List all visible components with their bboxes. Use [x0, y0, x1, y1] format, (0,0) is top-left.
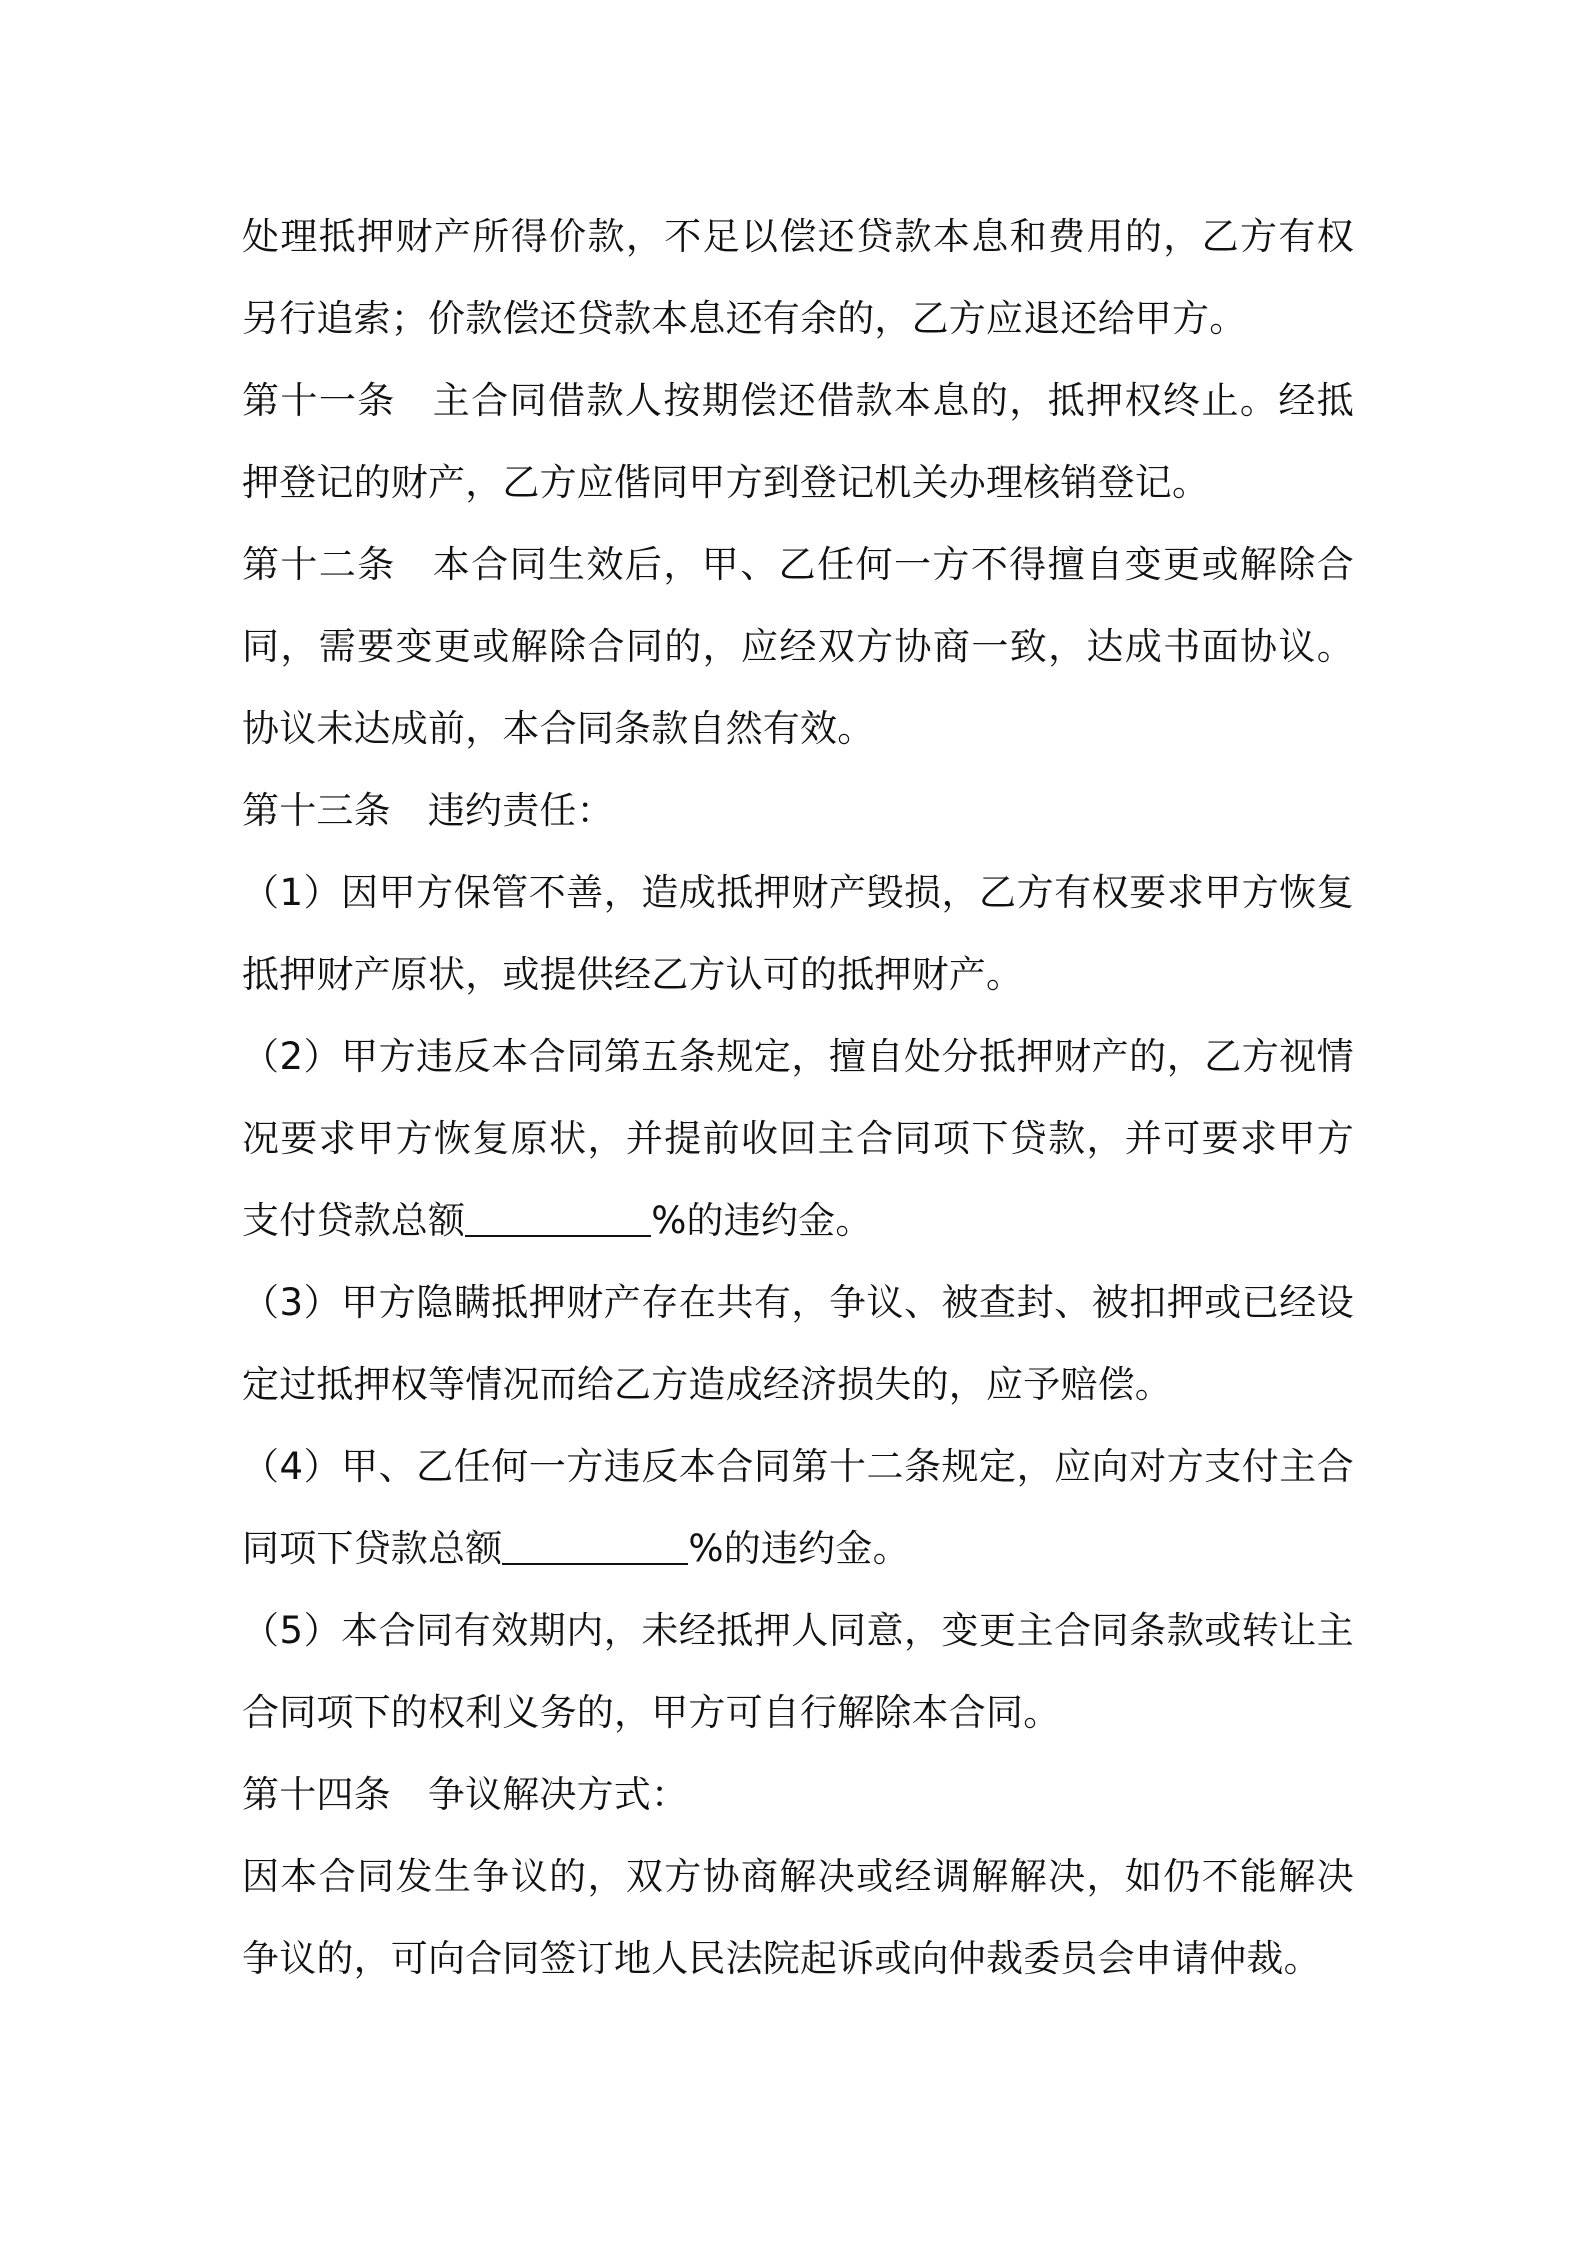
- clause-item-4-suffix: %的违约金。: [688, 1527, 910, 1570]
- article-13-text: 违约责任：: [427, 789, 614, 832]
- article-13: [242, 770, 1354, 852]
- paragraph-dispute-resolution: 因本合同发生争议的，双方协商解决或经调解解决，如仍不能解决争议的，可向合同签订地人民法院起诉或向仲裁委员会申请仲裁。: [242, 1855, 1354, 1980]
- paragraph-disposal-proceeds: 处理抵押财产所得价款，不足以偿还贷款本息和费用的，乙方有权另行追索；价款偿还贷款本息还有余的，乙方应退还给甲方。: [242, 215, 1354, 340]
- clause-item-4: [242, 1426, 1354, 1590]
- article-14-text: 争议解决方式：: [427, 1773, 689, 1816]
- article-12-text: 本合同生效后，甲、乙任何一方不得擅自变更或解除合同，需要变更或解除合同的，应经双方协商一致，达成书面协议。协议未达成前，本合同条款自然有效。: [242, 543, 1354, 750]
- article-14-number: 第十四条: [242, 1773, 391, 1816]
- clause-item-2: [242, 1016, 1354, 1262]
- article-12: [242, 524, 1354, 770]
- clause-item-5: （5）本合同有效期内，未经抵押人同意，变更主合同条款或转让主合同项下的权利义务的，甲方可自行解除本合同。: [242, 1609, 1354, 1734]
- article-13-number: 第十三条: [242, 789, 391, 832]
- article-11-number: 第十一条: [242, 379, 396, 422]
- clause-item-2-text: （2）甲方违反本合同第五条规定，擅自处分抵押财产的，乙方视情况要求甲方恢复原状，并提前收回主合同项下贷款，并可要求甲方支付贷款总额: [242, 1035, 1354, 1242]
- article-11: [242, 360, 1354, 524]
- article-14: [242, 1754, 1354, 1836]
- document-body: [242, 196, 1354, 2000]
- penalty-percent-blank-2[interactable]: [502, 1526, 688, 1565]
- clause-item-1: （1）因甲方保管不善，造成抵押财产毁损，乙方有权要求甲方恢复抵押财产原状，或提供经乙方认可的抵押财产。: [242, 871, 1354, 996]
- article-12-number: 第十二条: [242, 543, 396, 586]
- penalty-percent-blank-1[interactable]: [465, 1198, 651, 1237]
- clause-item-3: （3）甲方隐瞒抵押财产存在共有，争议、被查封、被扣押或已经设定过抵押权等情况而给乙方造成经济损失的，应予赔偿。: [242, 1281, 1354, 1406]
- clause-item-2-suffix: %的违约金。: [651, 1199, 873, 1242]
- article-11-text: 主合同借款人按期偿还借款本息的，抵押权终止。经抵押登记的财产，乙方应偕同甲方到登记机关办理核销登记。: [242, 379, 1354, 504]
- clause-item-4-text: （4）甲、乙任何一方违反本合同第十二条规定，应向对方支付主合同项下贷款总额: [242, 1445, 1354, 1570]
